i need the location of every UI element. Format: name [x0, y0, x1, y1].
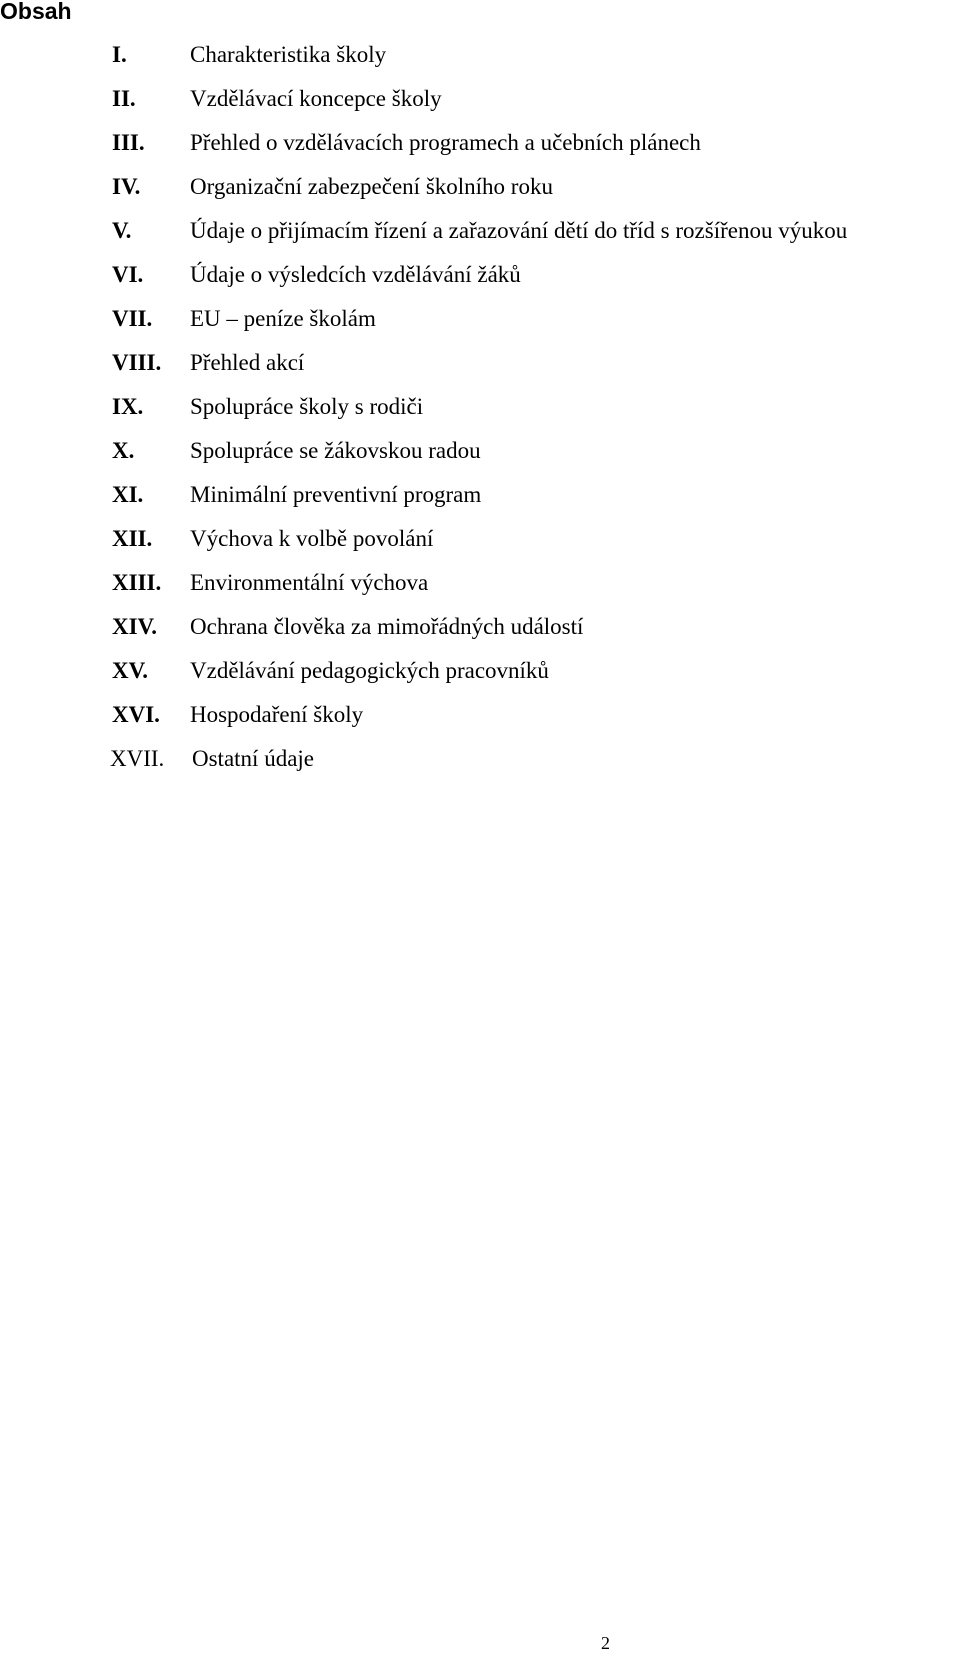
- toc-item-title: Údaje o přijímacím řízení a zařazování dětí do tříd s rozšířenou výukou: [190, 218, 848, 243]
- toc-item-title: Organizační zabezpečení školního roku: [190, 174, 553, 199]
- toc-item: [0, 392, 960, 436]
- toc-item-title: Hospodaření školy: [190, 702, 364, 727]
- toc-item-title: Ostatní údaje: [192, 746, 314, 771]
- toc-item-number: I.: [112, 42, 127, 67]
- toc-item-title: Vzdělávací koncepce školy: [190, 86, 442, 111]
- toc-item: [0, 656, 960, 700]
- toc-item: [0, 304, 960, 348]
- toc-item: [0, 524, 960, 568]
- toc-item-number: VI.: [112, 262, 144, 287]
- toc-item: [0, 612, 960, 656]
- toc-item-title: Environmentální výchova: [190, 570, 429, 595]
- toc-item: [0, 568, 960, 612]
- toc-item-title: Minimální preventivní program: [190, 482, 482, 507]
- toc-item-number: XIV.: [112, 614, 157, 639]
- toc-item-number: XV.: [112, 658, 149, 683]
- toc-item-title: Přehled o vzdělávacích programech a učebních plánech: [190, 130, 701, 155]
- toc-item-number: II.: [112, 86, 136, 111]
- toc-item: [0, 40, 960, 84]
- toc-item-number: XIII.: [112, 570, 162, 595]
- toc-item-number: XI.: [112, 482, 144, 507]
- toc-item-title: Charakteristika školy: [190, 42, 387, 67]
- toc-item-number: XII.: [112, 526, 153, 551]
- toc-item-title: EU – peníze školám: [190, 306, 376, 331]
- toc-item-title: Spolupráce se žákovskou radou: [190, 438, 481, 463]
- toc-item: [0, 216, 960, 260]
- toc-item: [0, 480, 960, 524]
- toc-item-title: Ochrana člověka za mimořádných událostí: [190, 614, 584, 639]
- toc-item-title: Vzdělávání pedagogických pracovníků: [190, 658, 549, 683]
- toc-item: [0, 84, 960, 128]
- toc-item: [0, 744, 960, 788]
- toc-item-number: XVI.: [112, 702, 160, 727]
- toc-item: [0, 172, 960, 216]
- page-title: Obsah: [0, 0, 72, 24]
- toc-item-title: Výchova k volbě povolání: [190, 526, 434, 551]
- toc-item-number: VIII.: [112, 350, 162, 375]
- toc-item-number: IV.: [112, 174, 141, 199]
- toc-item-title: Spolupráce školy s rodiči: [190, 394, 424, 419]
- toc-item-number: X.: [112, 438, 135, 463]
- toc-item: [0, 128, 960, 172]
- toc-item-title: Přehled akcí: [190, 350, 305, 375]
- toc-item-title: Údaje o výsledcích vzdělávání žáků: [190, 262, 521, 287]
- toc-item-number: XVII.: [110, 746, 165, 771]
- toc-item-number: V.: [112, 218, 132, 243]
- toc-item-number: VII.: [112, 306, 153, 331]
- toc-item: [0, 348, 960, 392]
- toc-item: [0, 436, 960, 480]
- toc-item: [0, 700, 960, 744]
- toc-item-number: III.: [112, 130, 145, 155]
- toc-item-number: IX.: [112, 394, 144, 419]
- page-number: 2: [601, 1633, 610, 1653]
- toc-item: [0, 260, 960, 304]
